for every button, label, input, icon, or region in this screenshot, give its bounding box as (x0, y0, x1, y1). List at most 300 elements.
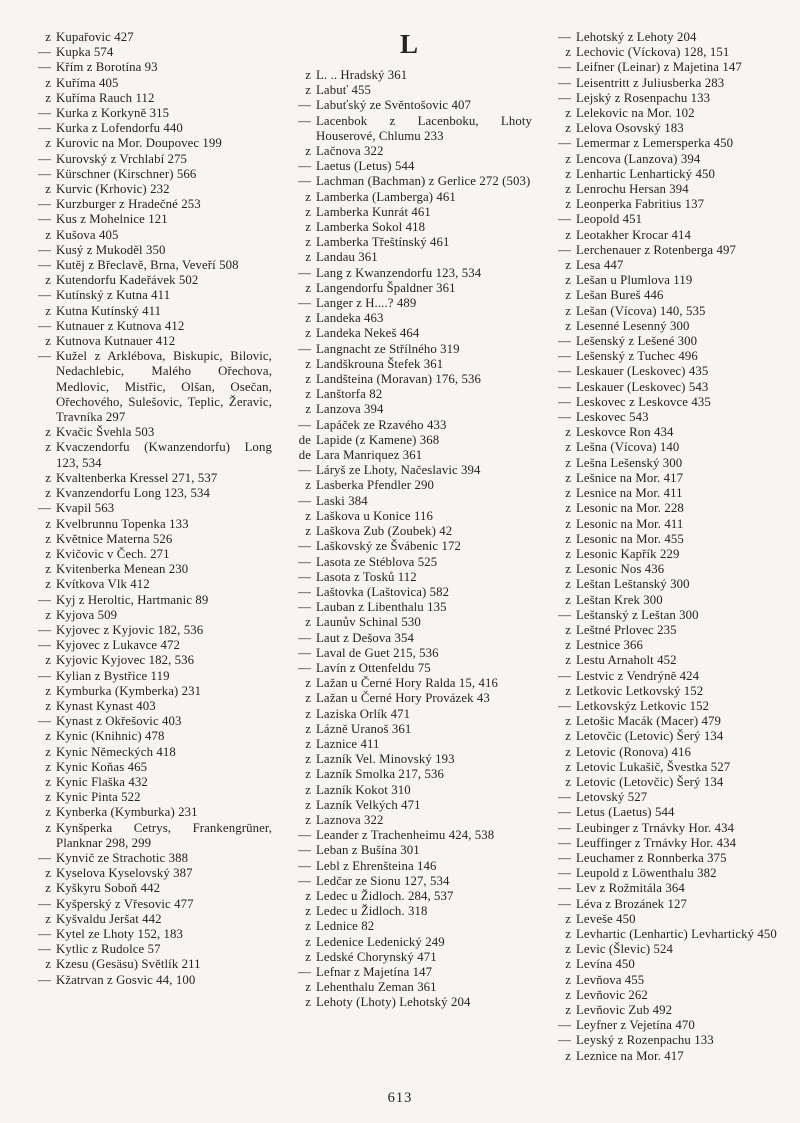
entry-prefix: z (45, 30, 51, 44)
index-entry (546, 729, 792, 744)
index-entry (286, 813, 532, 828)
entry-prefix: — (298, 98, 311, 113)
index-entry (546, 942, 792, 957)
entry-text: Levhartic (Lenhartic) Levhartický 450 (576, 926, 777, 941)
entry-prefix: — (558, 668, 571, 683)
entry-text: Lesenné Lesenný 300 (576, 318, 690, 333)
entry-prefix: z (45, 881, 51, 896)
index-entry (286, 919, 532, 934)
entry-prefix: z (305, 904, 311, 919)
entry-text: Letovic (Letovčic) Šerý 134 (576, 774, 724, 789)
entry-text: Léva z Brozánek 127 (576, 896, 687, 911)
entry-text: Lešna (Vícova) 140 (576, 440, 680, 455)
index-entry (546, 30, 792, 45)
entry-text: Kvítkova Vlk 412 (56, 577, 150, 592)
entry-text: Kurvic (Krhovic) 232 (56, 182, 170, 197)
entry-text: Lazník Kokot 310 (316, 782, 411, 797)
entry-text: Kynast z Okřešovic 403 (56, 714, 182, 729)
index-entry (546, 288, 792, 303)
entry-text: Laetus (Letus) 544 (316, 159, 415, 174)
index-entry (26, 60, 272, 75)
index-entry (26, 288, 272, 303)
index-entry (26, 30, 272, 45)
entry-text: Leveše 450 (576, 911, 636, 926)
entry-text: Lechovic (Víckova) 128, 151 (576, 45, 730, 60)
index-entry (286, 235, 532, 250)
index-entry (546, 380, 792, 395)
entry-text: Leban z Bušína 301 (316, 843, 420, 858)
entry-prefix: z (45, 774, 51, 789)
entry-prefix: z (565, 166, 571, 181)
entry-prefix: z (305, 326, 311, 341)
entry-text: Kynic (Knihnic) 478 (56, 729, 165, 744)
entry-prefix: — (558, 607, 571, 622)
entry-prefix: z (565, 759, 571, 774)
entry-text: Laznice 411 (316, 736, 380, 751)
entry-text: Laškova u Konice 116 (316, 508, 434, 523)
entry-prefix: — (558, 334, 571, 349)
index-entry (26, 714, 272, 729)
entry-text: Kyjovec z Kyjovic 182, 536 (56, 622, 204, 637)
entry-prefix: z (45, 911, 51, 926)
entry-prefix: — (38, 212, 51, 227)
entry-text: Lešenský z Tuchec 496 (576, 349, 698, 364)
entry-prefix: z (305, 144, 311, 159)
index-entry (286, 144, 532, 159)
index-entry (546, 638, 792, 653)
index-entry (286, 433, 532, 448)
entry-text: Langnacht ze Střílného 319 (316, 341, 460, 356)
entry-prefix: z (45, 470, 51, 485)
entry-text: Láryš ze Lhoty, Načeslavic 394 (316, 463, 481, 478)
entry-prefix: — (298, 660, 311, 675)
index-entry (286, 707, 532, 722)
index-entry (286, 205, 532, 220)
entry-prefix: z (305, 68, 311, 82)
entry-text: Kvanzendorfu Long 123, 534 (56, 486, 210, 501)
entry-text: Lara Manriquez 361 (316, 448, 423, 463)
entry-text: Lešan u Plumlova 119 (576, 273, 693, 288)
index-entry (546, 973, 792, 988)
entry-text: Leštné Prlovec 235 (576, 622, 677, 637)
entry-text: Lehenthalu Zeman 361 (316, 980, 437, 995)
entry-prefix: — (298, 174, 311, 189)
index-entry (546, 440, 792, 455)
entry-text: Kytlic z Rudolce 57 (56, 942, 161, 957)
entry-prefix: z (565, 516, 571, 531)
entry-prefix: z (565, 546, 571, 561)
entry-prefix: z (565, 273, 571, 288)
entry-prefix: z (45, 90, 51, 105)
entry-text: Labuťský ze Svěntošovic 407 (316, 98, 471, 113)
entry-text: Lešan (Vícova) 140, 535 (576, 303, 706, 318)
entry-text: Lažan u Černé Hory Provázek 43 (316, 691, 490, 706)
index-entry (286, 326, 532, 341)
entry-text: Leuchamer z Ronnberka 375 (576, 850, 727, 865)
entry-prefix: — (558, 90, 571, 105)
index-entry (286, 585, 532, 600)
entry-text: Lazník Smolka 217, 536 (316, 767, 445, 782)
entry-prefix: z (45, 866, 51, 881)
index-entry (546, 60, 792, 75)
entry-text: Lazník Velkých 471 (316, 797, 421, 812)
entry-prefix: — (558, 410, 571, 425)
entry-text: Kynic Pinta 522 (56, 790, 141, 805)
index-entry (546, 608, 792, 623)
entry-text: Leskauer (Leskovec) 435 (576, 364, 709, 379)
entry-prefix: z (305, 995, 311, 1010)
entry-prefix: — (38, 850, 51, 865)
index-entry (546, 425, 792, 440)
index-entry (546, 790, 792, 805)
entry-text: Letošic Macák (Macer) 479 (576, 714, 721, 729)
entry-prefix: z (565, 318, 571, 333)
entry-prefix: de (298, 432, 311, 447)
index-entry (546, 927, 792, 942)
entry-text: Lemermar z Lemersperka 450 (576, 136, 734, 151)
entry-text: Leznice na Mor. 417 (576, 1048, 684, 1063)
entry-prefix: — (298, 554, 311, 569)
entry-text: Kutnauer z Kutnova 412 (56, 318, 185, 333)
entry-prefix: z (565, 987, 571, 1002)
entry-text: Lapide (z Kamene) 368 (316, 432, 440, 447)
index-entry (26, 197, 272, 212)
index-entry (286, 615, 532, 630)
entry-text: Křím z Borotína 93 (56, 60, 158, 75)
index-entry (26, 684, 272, 699)
entry-prefix: — (558, 896, 571, 911)
entry-text: Lencova (Lanzova) 394 (576, 151, 701, 166)
index-entry (26, 258, 272, 273)
index-entry (546, 106, 792, 121)
entry-text: Lehotský z Lehoty 204 (576, 30, 697, 44)
entry-text: Kürschner (Kirschner) 566 (56, 166, 197, 181)
index-entry (286, 828, 532, 843)
entry-prefix: z (305, 934, 311, 949)
entry-text: Kynic Flaška 432 (56, 774, 148, 789)
index-entry (546, 699, 792, 714)
entry-text: Kutna Kutínský 411 (56, 303, 162, 318)
entry-text: Leskovec 543 (576, 410, 649, 425)
entry-text: Lačnova 322 (316, 144, 384, 159)
entry-text: Lavín z Ottenfeldu 75 (316, 660, 431, 675)
entry-text: Lamberka Kunrát 461 (316, 204, 431, 219)
index-entry (26, 76, 272, 91)
entry-prefix: z (565, 258, 571, 273)
index-entry (26, 805, 272, 820)
entry-text: Lázně Uranoš 361 (316, 721, 412, 736)
index-entry (546, 593, 792, 608)
index-entry (286, 524, 532, 539)
index-entry (26, 319, 272, 334)
entry-prefix: z (305, 752, 311, 767)
entry-prefix: z (565, 303, 571, 318)
index-entry (26, 608, 272, 623)
index-entry (26, 897, 272, 912)
entry-text: Kyšperský z Vřesovic 477 (56, 896, 194, 911)
entry-prefix: z (305, 83, 311, 98)
index-entry (26, 821, 272, 851)
index-columns (26, 30, 792, 1064)
index-entry (546, 349, 792, 364)
entry-prefix: z (565, 729, 571, 744)
entry-text: Leštan Leštanský 300 (576, 577, 690, 592)
index-entry (26, 638, 272, 653)
entry-text: Kvaltenberka Kressel 271, 537 (56, 470, 218, 485)
entry-prefix: z (305, 387, 311, 402)
index-entry (26, 745, 272, 760)
entry-prefix: z (45, 227, 51, 242)
entry-text: Leyský z Rozenpachu 133 (576, 1033, 714, 1048)
entry-prefix: z (305, 356, 311, 371)
entry-prefix: z (565, 106, 571, 121)
entry-prefix: — (558, 1018, 571, 1033)
entry-prefix: z (305, 812, 311, 827)
entry-prefix: — (298, 630, 311, 645)
entry-text: Letovic Lukašič, Švestka 527 (576, 759, 731, 774)
entry-prefix: — (558, 136, 571, 151)
index-entry (286, 174, 532, 189)
entry-text: Laškovský ze Švábenic 172 (316, 539, 462, 554)
entry-text: Leotakher Krocar 414 (576, 227, 691, 242)
entry-text: Kvelbrunnu Topenka 133 (56, 516, 189, 531)
index-entry (286, 296, 532, 311)
entry-prefix: — (558, 30, 571, 44)
entry-text: Kytel ze Lhoty 152, 183 (56, 926, 184, 941)
entry-text: Kymburka (Kymberka) 231 (56, 683, 202, 698)
index-entry (546, 684, 792, 699)
index-entry (26, 228, 272, 243)
entry-prefix: z (565, 440, 571, 455)
entry-prefix: z (305, 797, 311, 812)
entry-text: Leifner (Leinar) z Majetina 147 (576, 60, 742, 75)
entry-prefix: — (38, 501, 51, 516)
index-entry (546, 1003, 792, 1018)
index-entry (546, 881, 792, 896)
entry-text: Laštovka (Laštovica) 582 (316, 584, 450, 599)
entry-text: Květnice Materna 526 (56, 531, 173, 546)
entry-prefix: — (298, 843, 311, 858)
entry-prefix: z (565, 45, 571, 60)
index-entry (546, 152, 792, 167)
index-entry (286, 691, 532, 706)
index-entry (286, 722, 532, 737)
index-entry (26, 471, 272, 486)
entry-text: Letus (Laetus) 544 (576, 805, 675, 820)
entry-text: Landau 361 (316, 250, 378, 265)
entry-text: Levína 450 (576, 957, 635, 972)
index-entry (26, 547, 272, 562)
index-entry (26, 106, 272, 121)
entry-prefix: z (305, 980, 311, 995)
entry-prefix: — (298, 463, 311, 478)
entry-prefix: — (298, 873, 311, 888)
entry-prefix: z (305, 189, 311, 204)
letter-heading: L (399, 29, 418, 59)
entry-text: Lazník Vel. Minovský 193 (316, 752, 455, 767)
entry-text: Kutendorfu Kadeřávek 502 (56, 273, 199, 288)
index-entry (286, 904, 532, 919)
entry-text: Kzesu (Gesäsu) Světlík 211 (56, 957, 201, 972)
index-entry (546, 45, 792, 60)
index-entry (546, 1049, 792, 1064)
index-entry (26, 866, 272, 881)
entry-prefix: z (45, 698, 51, 713)
entry-text: Leštanský z Leštan 300 (576, 607, 699, 622)
entry-text: Kynvič ze Strachotic 388 (56, 850, 189, 865)
index-entry (286, 509, 532, 524)
index-entry (26, 425, 272, 440)
index-entry (546, 836, 792, 851)
entry-prefix: z (45, 820, 51, 835)
index-entry (546, 669, 792, 684)
entry-prefix: — (38, 622, 51, 637)
entry-prefix: z (565, 653, 571, 668)
entry-prefix: — (38, 318, 51, 333)
index-entry (26, 532, 272, 547)
entry-text: Leisentritt z Juliusberka 283 (576, 75, 725, 90)
entry-text: Lažan u Černé Hory Ralda 15, 416 (316, 676, 498, 691)
entry-prefix: — (558, 866, 571, 881)
entry-prefix: z (45, 136, 51, 151)
entry-prefix: z (45, 334, 51, 349)
index-entry (26, 851, 272, 866)
entry-text: Kvitenberka Menean 230 (56, 562, 189, 577)
index-entry (26, 669, 272, 684)
entry-prefix: z (305, 250, 311, 265)
entry-prefix: — (298, 828, 311, 843)
entry-prefix: z (305, 280, 311, 295)
entry-text: Lebl z Ehrenšteina 146 (316, 858, 437, 873)
entry-prefix: z (565, 622, 571, 637)
index-entry (286, 98, 532, 113)
entry-text: Kvaczendorfu (Kwanzendorfu) Long 123, 534 (56, 440, 272, 470)
entry-prefix: — (558, 835, 571, 850)
entry-prefix: z (565, 972, 571, 987)
index-entry (286, 600, 532, 615)
entry-text: Kurka z Korkyně 315 (56, 106, 170, 121)
entry-text: Lasota z Tosků 112 (316, 569, 417, 584)
index-entry (26, 593, 272, 608)
entry-prefix: — (558, 820, 571, 835)
entry-prefix: z (565, 1048, 571, 1063)
index-entry (546, 395, 792, 410)
entry-text: Kyj z Heroltic, Hartmanic 89 (56, 592, 209, 607)
entry-prefix: z (565, 577, 571, 592)
entry-prefix: z (305, 524, 311, 539)
entry-prefix: — (558, 212, 571, 227)
index-entry (26, 501, 272, 516)
entry-text: Kyškyru Soboň 442 (56, 881, 161, 896)
entry-prefix: z (565, 592, 571, 607)
index-entry (286, 752, 532, 767)
entry-text: Kurovic na Mor. Doupovec 199 (56, 136, 222, 151)
index-entry (26, 182, 272, 197)
index-entry (546, 334, 792, 349)
index-entry (26, 790, 272, 805)
entry-text: Leupold z Löwenthalu 382 (576, 866, 717, 881)
index-entry (26, 486, 272, 501)
entry-prefix: z (45, 440, 51, 455)
index-entry (546, 821, 792, 836)
index-entry (546, 273, 792, 288)
entry-text: Lamberka Sokol 418 (316, 220, 426, 235)
entry-text: L. .. Hradský 361 (316, 68, 408, 82)
entry-prefix: — (38, 151, 51, 166)
entry-text: Lesonic Nos 436 (576, 562, 665, 577)
index-entry (286, 357, 532, 372)
index-entry (26, 243, 272, 258)
index-entry (26, 136, 272, 151)
index-entry (26, 912, 272, 927)
entry-prefix: — (38, 121, 51, 136)
entry-text: Laski 384 (316, 493, 368, 508)
entry-text: Kynast Kynast 403 (56, 698, 156, 713)
entry-prefix: — (298, 645, 311, 660)
entry-prefix: z (565, 774, 571, 789)
entry-text: Lerchenauer z Rotenberga 497 (576, 242, 736, 257)
entry-prefix: — (38, 106, 51, 121)
index-entry (546, 897, 792, 912)
entry-prefix: — (558, 1033, 571, 1048)
index-entry (546, 182, 792, 197)
entry-prefix: — (38, 45, 51, 60)
index-entry (286, 387, 532, 402)
entry-prefix: — (38, 896, 51, 911)
index-entry (286, 676, 532, 691)
entry-prefix: — (38, 349, 51, 364)
entry-prefix: — (298, 858, 311, 873)
entry-text: Leyfner z Vejetína 470 (576, 1018, 695, 1033)
entry-prefix: z (565, 455, 571, 470)
entry-prefix: z (565, 638, 571, 653)
index-entry (546, 304, 792, 319)
entry-prefix: z (305, 706, 311, 721)
entry-text: Kutěj z Břeclavě, Brna, Veveří 508 (56, 258, 239, 273)
index-entry (546, 121, 792, 136)
index-entry (286, 311, 532, 326)
entry-prefix: — (558, 394, 571, 409)
index-entry (286, 114, 532, 144)
entry-prefix: z (45, 273, 51, 288)
index-entry (286, 539, 532, 554)
entry-text: Lešan Bureš 446 (576, 288, 664, 303)
entry-text: Lesonic na Mor. 455 (576, 531, 684, 546)
index-entry (546, 866, 792, 881)
entry-prefix: z (565, 288, 571, 303)
index-entry (26, 121, 272, 136)
entry-prefix: z (45, 486, 51, 501)
entry-prefix: de (298, 448, 311, 463)
index-entry (286, 250, 532, 265)
entry-text: Kurka z Lofendorfu 440 (56, 121, 183, 136)
entry-text: Leuffinger z Trnávky Hor. 434 (576, 835, 737, 850)
entry-prefix: z (565, 151, 571, 166)
entry-prefix: z (305, 204, 311, 219)
entry-text: Lenrochu Hersan 394 (576, 182, 689, 197)
entry-prefix: — (298, 159, 311, 174)
entry-prefix: — (298, 265, 311, 280)
entry-text: Kuříma 405 (56, 75, 119, 90)
index-entry (546, 745, 792, 760)
index-entry (286, 266, 532, 281)
entry-text: Kužel z Arklébova, Biskupic, Bilovic, Nedachlebic, Malého Ořechova, Medlovic, Mistřic, Olšan, Osečan, Ořechového, Sulešovic, Teplic, Žeravic, Travníka 297 (56, 349, 272, 425)
index-entry (546, 167, 792, 182)
entry-prefix: z (45, 577, 51, 592)
entry-text: Labuť 455 (316, 83, 372, 98)
entry-text: Leopold 451 (576, 212, 643, 227)
index-entry (546, 775, 792, 790)
